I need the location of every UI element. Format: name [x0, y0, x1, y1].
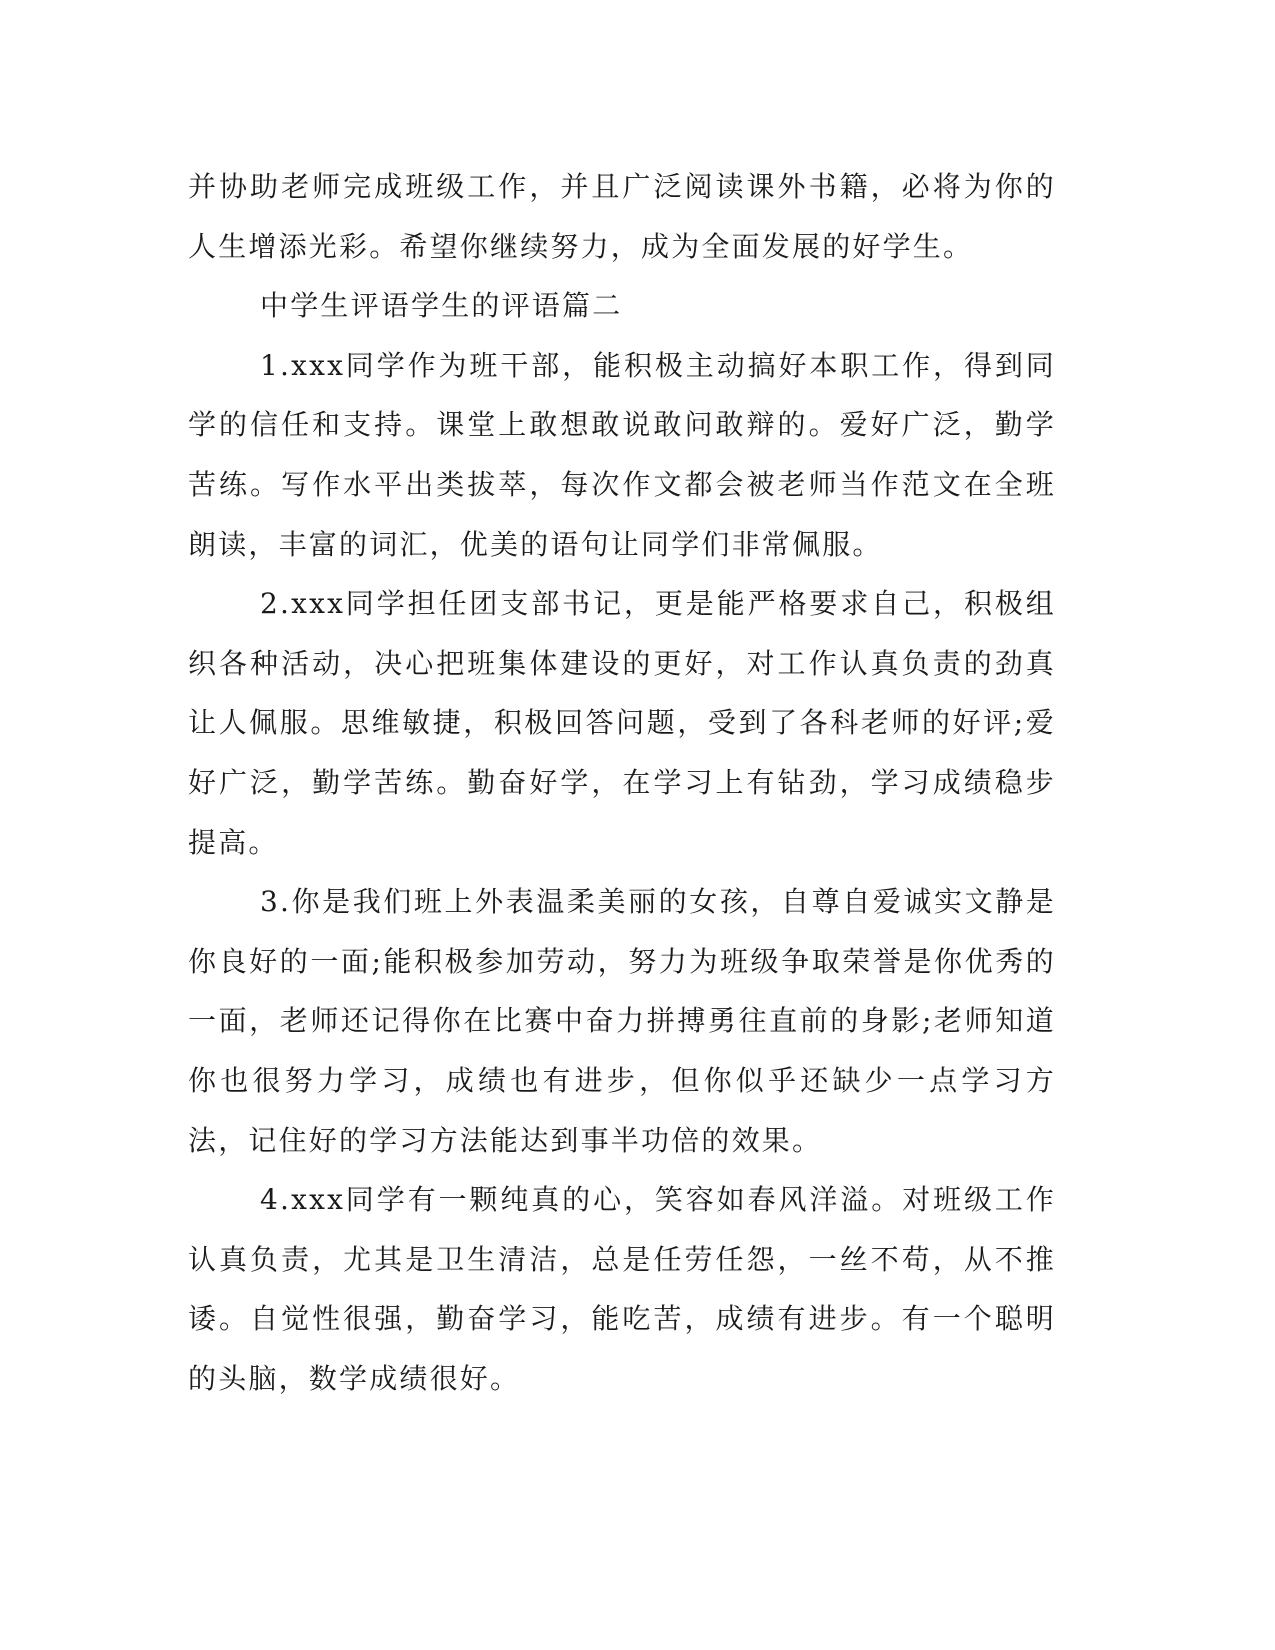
paragraph-continuation: 并协助老师完成班级工作，并且广泛阅读课外书籍，必将为你的人生增添光彩。希望你继续努力，成为全面发展的好学生。 — [188, 170, 1056, 263]
comment-paragraph-1: 1.xxx同学作为班干部，能积极主动搞好本职工作，得到同学的信任和支持。课堂上敢想敢说敢问敢辩的。爱好广泛，勤学苦练。写作水平出类拔萃，每次作文都会被老师当作范文在全班朗读，丰富的词汇，优美的语句让同学们非常佩服。 — [188, 348, 1056, 561]
comment-paragraph-3: 3.你是我们班上外表温柔美丽的女孩，自尊自爱诚实文静是你良好的一面;能积极参加劳动，努力为班级争取荣誉是你优秀的一面，老师还记得你在比赛中奋力拼搏勇往直前的身影;老师知道你也很努力学习，成绩也有进步，但你似乎还缺少一点学习方法，记住好的学习方法能达到事半功倍的效果。 — [188, 885, 1056, 1157]
document-body — [188, 157, 1056, 1408]
comment-paragraph-2: 2.xxx同学担任团支部书记，更是能严格要求自己，积极组织各种活动，决心把班集体建设的更好，对工作认真负责的劲真让人佩服。思维敏捷，积极回答问题，受到了各科老师的好评;爱好广泛，勤学苦练。勤奋好学，在学习上有钻劲，学习成绩稳步提高。 — [188, 587, 1056, 859]
section-heading: 中学生评语学生的评语篇二 — [260, 289, 623, 323]
comment-paragraph-4: 4.xxx同学有一颗纯真的心，笑容如春风洋溢。对班级工作认真负责，尤其是卫生清洁，总是任劳任怨，一丝不苟，从不推诿。自觉性很强，勤奋学习，能吃苦，成绩有进步。有一个聪明的头脑，数学成绩很好。 — [188, 1183, 1056, 1395]
